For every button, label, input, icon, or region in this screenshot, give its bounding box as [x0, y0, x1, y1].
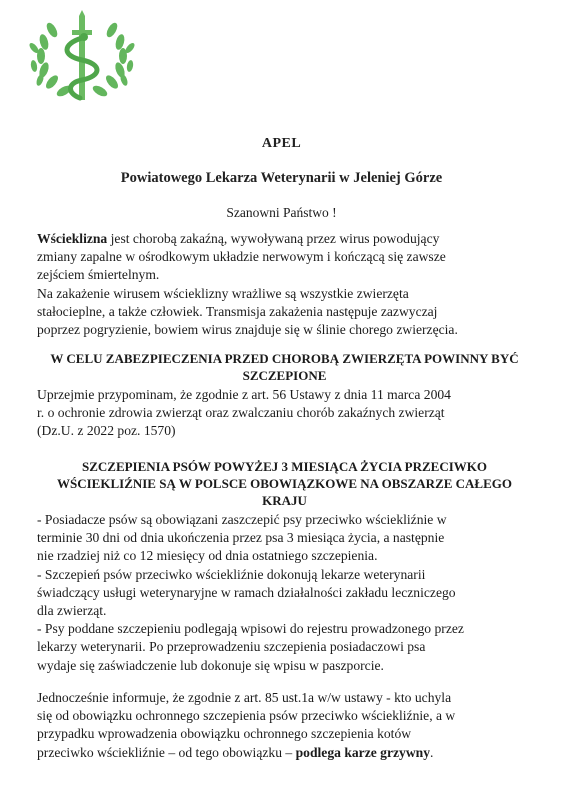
rule-line: - Szczepień psów przeciwko wściekliźnie dokonują lekarze weterynarii — [37, 566, 426, 582]
heading-line: WŚCIEKLIŹNIE SĄ W POLSCE OBOWIĄZKOWE NA OBSZARZE CAŁEGO — [57, 476, 512, 491]
penalty-text: podlega karze grzywny — [295, 744, 431, 760]
law-line: (Dz.U. z 2022 poz. 1570) — [37, 423, 176, 439]
rule-line: wydaje się zaświadczenie lub dokonuje się wpisu w paszporcie. — [37, 657, 384, 673]
rule-line: terminie 30 dni od dnia ukończenia przez psa 3 miesiąca życia, a następnie — [37, 530, 445, 546]
closing-section — [37, 689, 532, 762]
intro-line: zmiany zapalne w ośrodkowym układzie nerwowym i kończącą się zawsze — [37, 249, 446, 265]
authority-subtitle: Powiatowego Lekarza Weterynarii w Jeleniej Górze — [120, 170, 443, 186]
closing-line: Jednocześnie informuje, że zgodnie z art. 85 ust.1a w/w ustawy - kto uchyla — [37, 690, 452, 705]
law-line: Uprzejmie przypominam, że zgodnie z art. 56 Ustawy z dnia 11 marca 2004 — [37, 387, 451, 402]
closing-line — [37, 744, 532, 762]
rule-line: dla zwierząt. — [37, 603, 107, 619]
page-title: APEL — [261, 136, 302, 151]
rule-line: świadczący usługi weterynaryjne w ramach działalności zakładu leczniczego — [37, 584, 456, 600]
veterinary-logo-icon — [22, 8, 142, 108]
heading-line: W CELU ZABEZPIECZENIA PRZED CHOROBĄ ZWIERZĘTA POWINNY BYĆ — [50, 351, 519, 366]
intro-line-rest: jest chorobą zakaźną, wywoływaną przez wirus powodujący — [107, 231, 440, 246]
law-line: r. o ochronie zdrowia zwierząt oraz zwalczaniu chorób zakaźnych zwierząt — [37, 405, 445, 421]
intro-lead: Wścieklizna — [37, 231, 108, 246]
closing-line-start: przeciwko wściekliźnie – od tego obowiązku – — [37, 744, 296, 760]
intro-line: zejściem śmiertelnym. — [37, 267, 160, 283]
greeting: Szanowni Państwo ! — [226, 205, 337, 220]
heading-line: SZCZEPIONE — [242, 368, 327, 383]
intro-line: Na zakażenie wirusem wścieklizny wrażliwe są wszystkie zwierzęta — [37, 285, 409, 301]
intro-section — [37, 230, 532, 339]
rule-line: nie rzadziej niż co 12 miesięcy od dnia ostatniego szczepienia. — [37, 548, 378, 564]
closing-line: się od obowiązku ochronnego szczepienia psów przeciwko wściekliźnie, a w — [37, 708, 456, 724]
law-reference — [37, 386, 532, 441]
closing-line-end: . — [430, 744, 434, 760]
rule-line: - Psy poddane szczepieniu podlegają wpisowi do rejestru prowadzonego przez — [37, 621, 464, 637]
heading-line: SZCZEPIENIA PSÓW POWYŻEJ 3 MIESIĄCA ŻYCIA PRZECIWKO — [81, 459, 487, 474]
rule-line: - Posiadacze psów są obowiązani zaszczepić psy przeciwko wściekliźnie w — [37, 512, 447, 527]
intro-line — [37, 230, 532, 248]
intro-line: stałocieplne, a także człowiek. Transmisja zakażenia następuje zazwyczaj — [37, 303, 438, 319]
intro-line: poprzez pogryzienie, bowiem wirus znajduje się w ślinie chorego zwierzęcia. — [37, 322, 458, 338]
heading-line: KRAJU — [262, 493, 307, 508]
section2-heading — [37, 458, 532, 509]
closing-line: przypadku wprowadzenia obowiązku ochronnego szczepienia kotów — [37, 726, 412, 742]
vaccination-rules — [37, 511, 532, 675]
section1-heading — [37, 350, 532, 384]
rule-line: lekarzy weterynarii. Po przeprowadzeniu szczepienia posiadaczowi psa — [37, 639, 426, 655]
